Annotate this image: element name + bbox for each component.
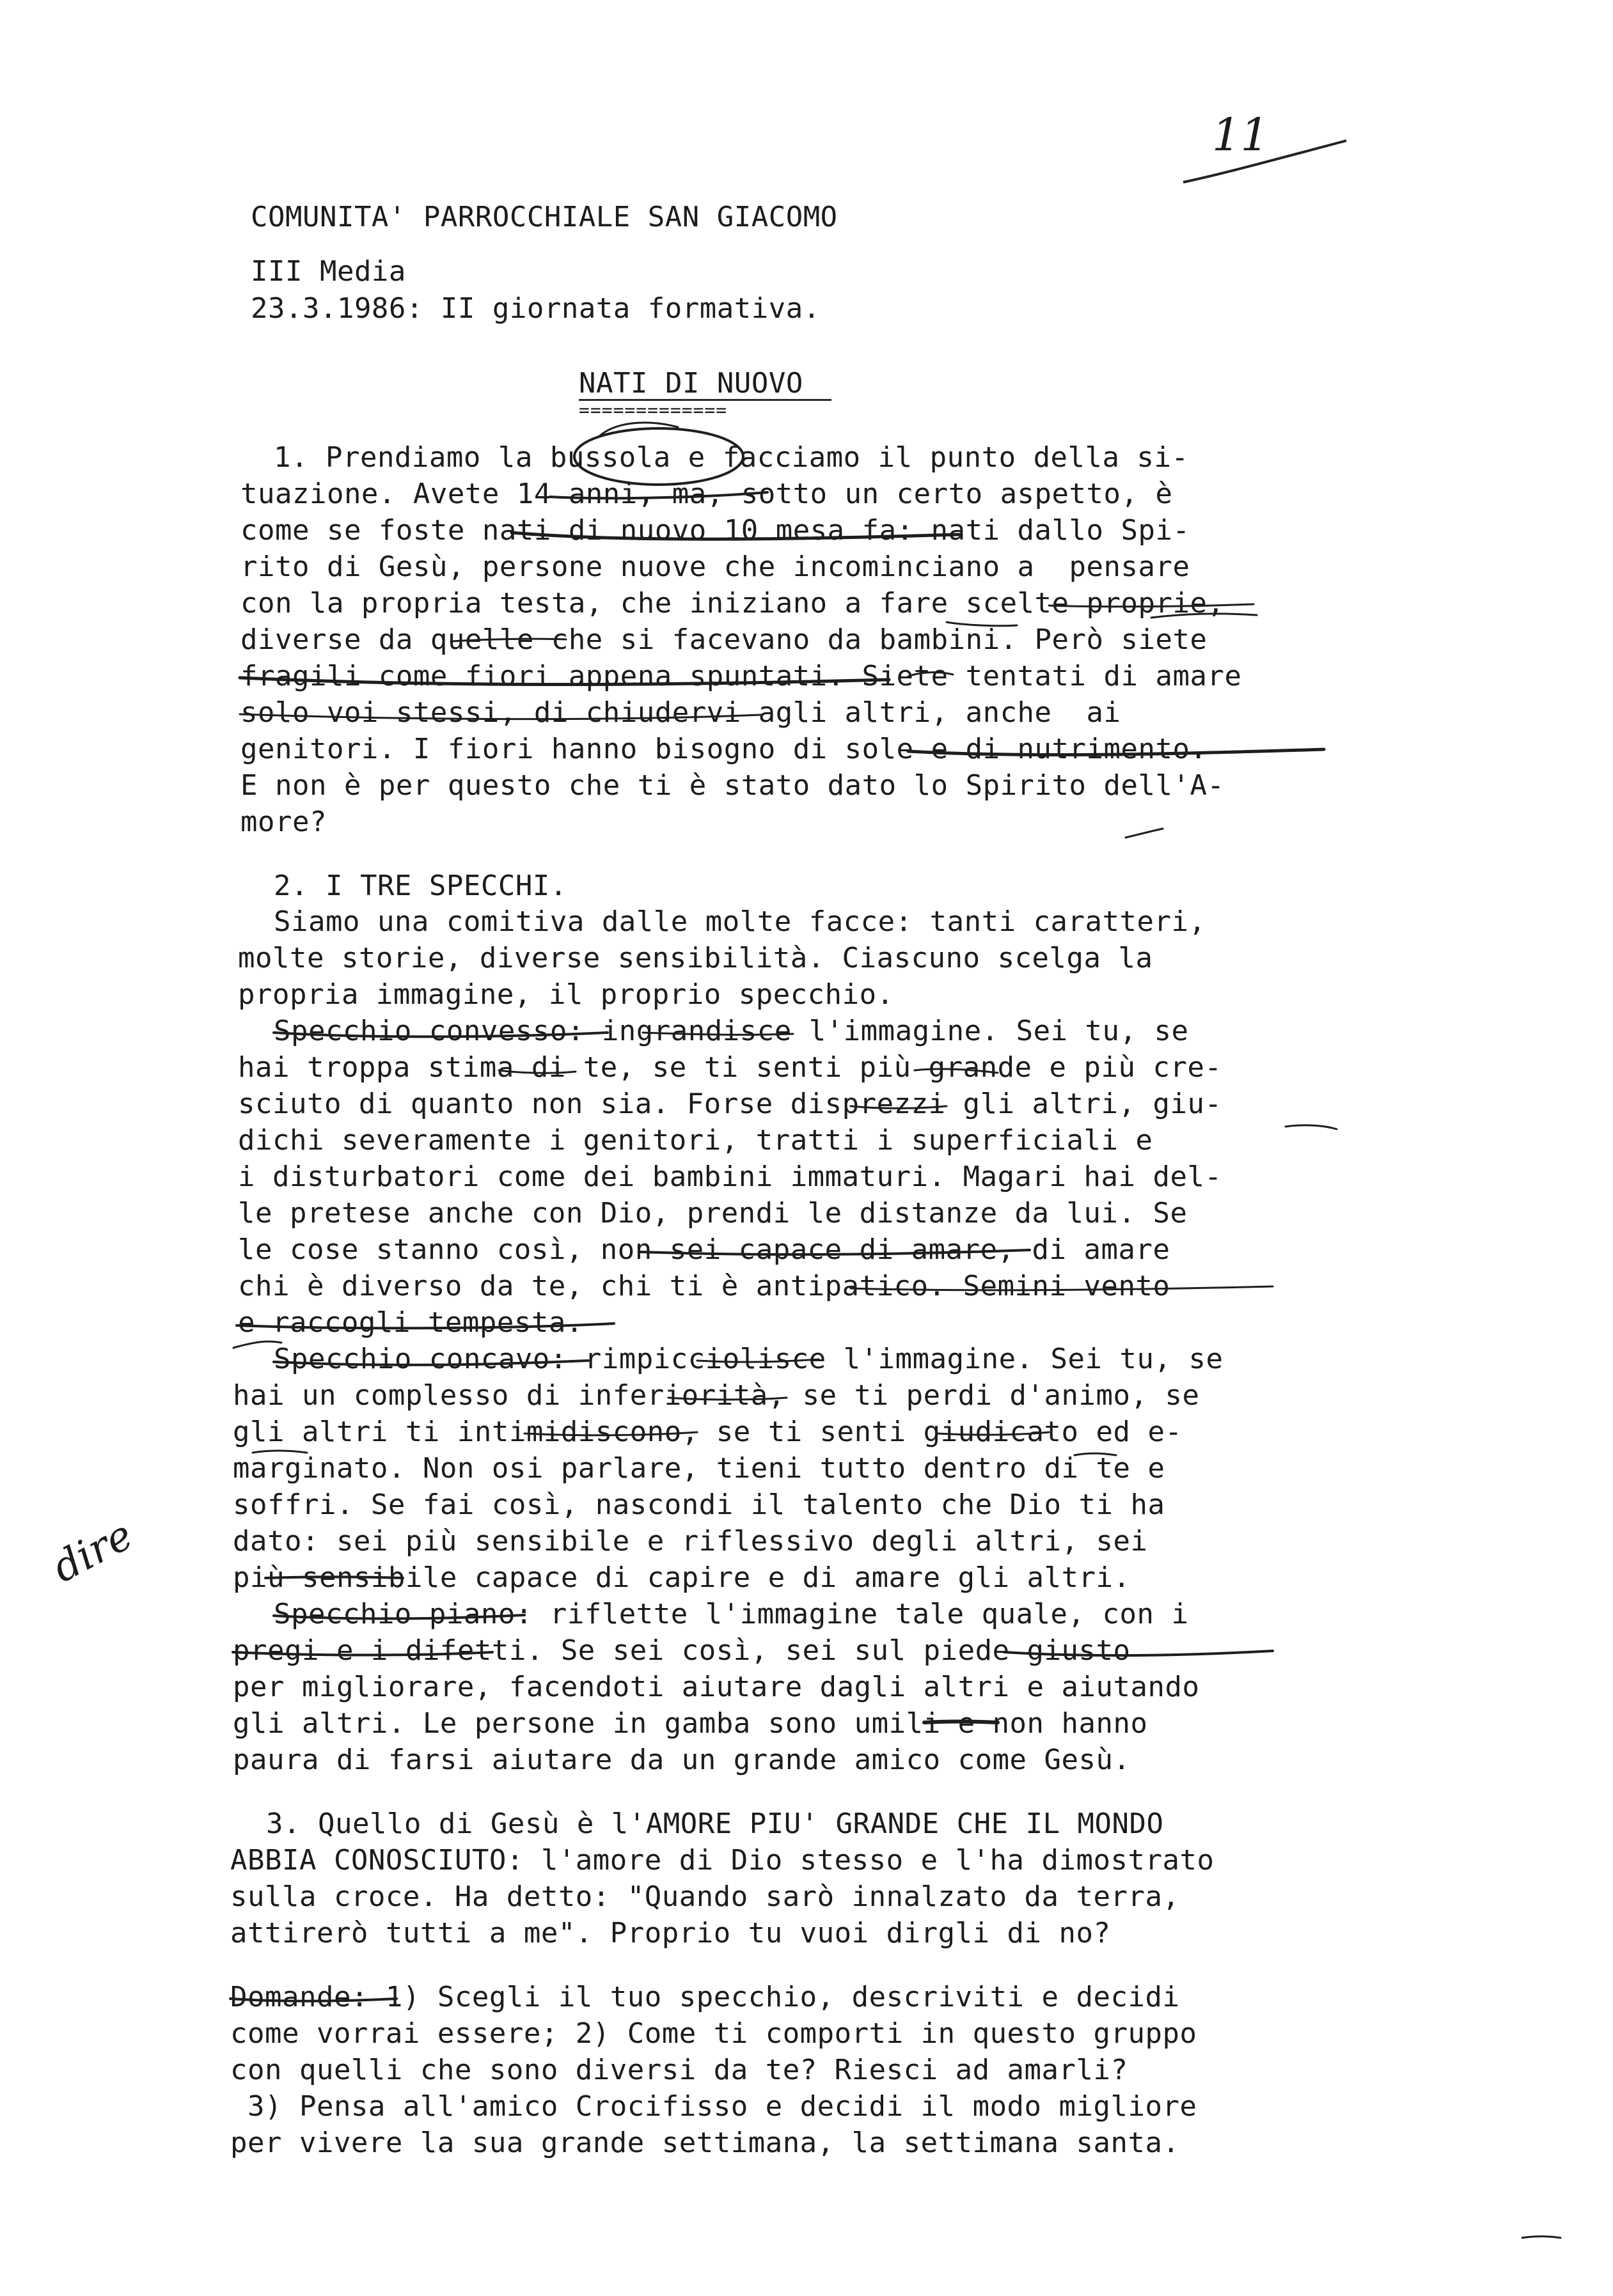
- convesso-line: i disturbatori come dei bambini immaturi. Magari hai del-: [238, 1160, 1222, 1193]
- section-3-line: sulla croce. Ha detto: "Quando sarò innalzato da terra,: [230, 1880, 1180, 1913]
- concavo-line: marginato. Non osi parlare, tieni tutto dentro di te e: [233, 1452, 1165, 1485]
- convesso-line: le pretese anche con Dio, prendi le distanze da lui. Se: [238, 1197, 1188, 1230]
- questions-line: Domande: 1) Scegli il tuo specchio, descriviti e decidi: [230, 1981, 1180, 2013]
- section-1-line: rito di Gesù, persone nuove che incominciano a pensare: [240, 551, 1190, 583]
- section-1-line: tuazione. Avete 14 anni, ma, sotto un certo aspetto, è: [240, 478, 1173, 510]
- piano-line: pregi e i difetti. Se sei così, sei sul piede giusto: [233, 1634, 1131, 1667]
- section-2-heading: 2. I TRE SPECCHI.: [274, 870, 567, 902]
- section-1-line: fragili come fiori appena spuntati. Siete tentati di amare: [240, 660, 1242, 692]
- section-1-line: genitori. I fiori hanno bisogno di sole e di nutrimento.: [240, 733, 1208, 765]
- piano-line: Specchio piano: riflette l'immagine tale quale, con i: [274, 1598, 1189, 1630]
- piano-line: gli altri. Le persone in gamba sono umili e non hanno: [233, 1707, 1148, 1740]
- section-2-intro-line: propria immagine, il proprio specchio.: [238, 978, 894, 1011]
- section-1-line: con la propria testa, che iniziano a fare scelte proprie,: [240, 587, 1225, 620]
- header-date-event: 23.3.1986: II giornata formativa.: [251, 292, 821, 325]
- section-1-line: come se foste nati di nuovo 10 mesa fa: nati dallo Spi-: [240, 514, 1190, 547]
- convesso-line: chi è diverso da te, chi ti è antipatico. Semini vento: [238, 1270, 1170, 1302]
- header-class: III Media: [251, 255, 406, 288]
- section-3-line: ABBIA CONOSCIUTO: l'amore di Dio stesso e l'ha dimostrato: [230, 1844, 1215, 1877]
- concavo-line: hai un complesso di inferiorità, se ti perdi d'animo, se: [233, 1379, 1200, 1412]
- section-3-line: attirerò tutti a me". Proprio tu vuoi dirgli di no?: [230, 1917, 1111, 1949]
- section-1-line: more?: [240, 806, 327, 838]
- section-1-line: diverse da quelle che si facevano da bambini. Però siete: [240, 623, 1208, 656]
- header-org: COMUNITA' PARROCCHIALE SAN GIACOMO: [251, 201, 838, 233]
- questions-line: con quelli che sono diversi da te? Riesci ad amarli?: [230, 2054, 1128, 2086]
- convesso-line: sciuto di quanto non sia. Forse disprezzi gli altri, giu-: [238, 1088, 1222, 1120]
- convesso-line: Specchio convesso: ingrandisce l'immagine. Sei tu, se: [274, 1015, 1189, 1047]
- section-2-intro-line: Siamo una comitiva dalle molte facce: tanti caratteri,: [274, 905, 1206, 938]
- section-1-line: 1. Prendiamo la bussola e facciamo il punto della si-: [274, 441, 1189, 474]
- convesso-line: e raccogli tempesta.: [238, 1306, 583, 1339]
- section-3-line: 3. Quello di Gesù è l'AMORE PIU' GRANDE CHE IL MONDO: [266, 1808, 1164, 1840]
- questions-line: per vivere la sua grande settimana, la settimana santa.: [230, 2127, 1180, 2159]
- questions-line: 3) Pensa all'amico Crocifisso e decidi il modo migliore: [230, 2090, 1197, 2123]
- page-number: 11: [1212, 109, 1270, 161]
- concavo-line: gli altri ti intimidiscono, se ti senti giudicato ed e-: [233, 1416, 1183, 1448]
- margin-handwritten-note: dire: [45, 1511, 141, 1593]
- concavo-line: soffri. Se fai così, nascondi il talento che Dio ti ha: [233, 1488, 1165, 1521]
- title-double-rule: =============: [579, 400, 728, 421]
- convesso-line: dichi severamente i genitori, tratti i superficiali e: [238, 1124, 1153, 1157]
- section-2-intro-line: molte storie, diverse sensibilità. Ciascuno scelga la: [238, 942, 1153, 974]
- convesso-line: le cose stanno così, non sei capace di amare, di amare: [238, 1233, 1170, 1266]
- questions-line: come vorrai essere; 2) Come ti comporti in questo gruppo: [230, 2017, 1197, 2050]
- piano-line: paura di farsi aiutare da un grande amico come Gesù.: [233, 1744, 1131, 1776]
- concavo-line: Specchio concavo: rimpicciolisce l'immagine. Sei tu, se: [274, 1343, 1224, 1375]
- piano-line: per migliorare, facendoti aiutare dagli altri e aiutando: [233, 1671, 1200, 1703]
- concavo-line: dato: sei più sensibile e riflessivo degli altri, sei: [233, 1525, 1148, 1558]
- document-title: NATI DI NUOVO: [579, 367, 803, 400]
- section-1-line: E non è per questo che ti è stato dato lo Spirito dell'A-: [240, 769, 1225, 802]
- concavo-line: più sensibile capace di capire e di amare gli altri.: [233, 1561, 1131, 1594]
- section-1-line: solo voi stessi, di chiudervi agli altri, anche ai: [240, 696, 1121, 729]
- convesso-line: hai troppa stima di te, se ti senti più grande e più cre-: [238, 1051, 1222, 1084]
